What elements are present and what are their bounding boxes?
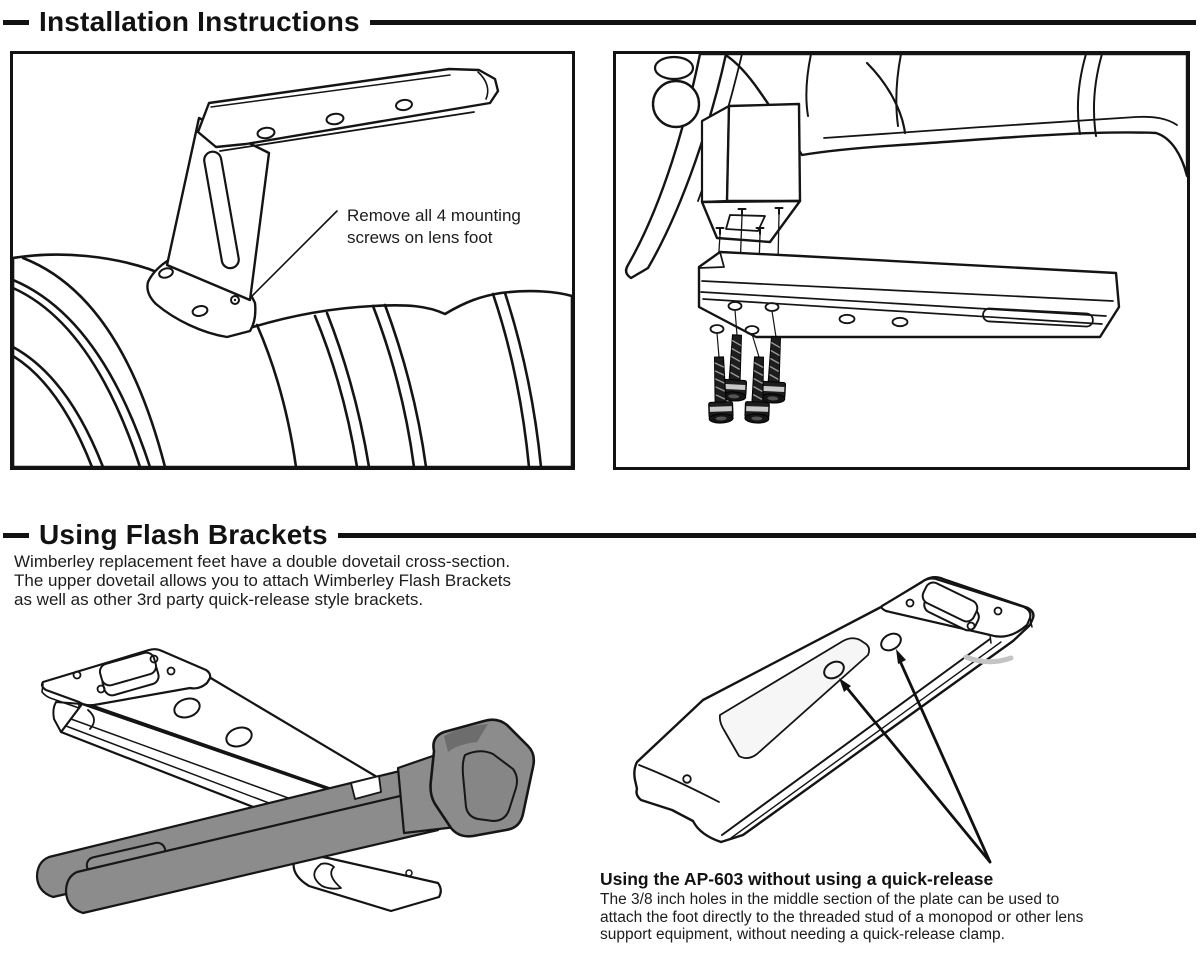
mounting-screw-center <box>234 299 236 301</box>
filter-knob <box>653 81 699 127</box>
annotation-line1: Remove all 4 mounting <box>347 206 521 225</box>
installation-title: Installation Instructions <box>39 6 360 37</box>
header-rule-dash <box>3 20 29 25</box>
flash-intro-line: as well as other 3rd party quick-release style brackets. <box>14 590 424 609</box>
lens-barrel <box>13 255 572 467</box>
ap603-plate-illustration <box>600 558 1200 870</box>
installation-step2-panel <box>613 51 1190 470</box>
flash-intro-line: The upper dovetail allows you to attach Wimberley Flash Brackets <box>14 571 512 590</box>
leader-line <box>251 211 337 297</box>
mount-block-side <box>702 106 729 202</box>
filter-knob-cap <box>655 57 693 79</box>
screw <box>761 336 788 403</box>
header-rule-line <box>338 533 1196 538</box>
flash-intro-line: Wimberley replacement feet have a double dovetail cross-section. <box>14 552 511 571</box>
mounting-screws <box>707 334 788 423</box>
jaw-hole <box>406 870 412 876</box>
installation-step1-panel <box>10 51 575 470</box>
ap603-note <box>600 869 1184 944</box>
lens-foot-illustration <box>13 54 572 467</box>
clamp-lower-jaw <box>294 857 441 911</box>
ap603-heading: Using the AP-603 without using a quick-release <box>600 869 994 889</box>
annotation-line2: screws on lens foot <box>347 228 493 247</box>
ap603-body-line: support equipment, without needing a quick-release clamp. <box>600 926 1005 943</box>
mount-block-bottom <box>702 201 800 242</box>
flash-intro <box>14 552 511 609</box>
ap603-body-line: The 3/8 inch holes in the middle section of the plate can be used to <box>600 891 1060 908</box>
section-header-installation <box>3 6 1196 38</box>
flash-title: Using Flash Brackets <box>39 519 328 550</box>
flash-bracket-illustration <box>10 620 590 968</box>
ap603-body <box>600 891 1184 944</box>
header-rule-dash <box>3 533 29 538</box>
mount-block-front <box>727 104 800 201</box>
ap603-body-line: attach the foot directly to the threaded stud of a monopod or other lens <box>600 908 1084 926</box>
section-header-flash <box>3 519 1196 551</box>
exploded-view-illustration <box>616 54 1187 467</box>
header-rule-line <box>370 20 1196 25</box>
callout-arrow-line <box>847 688 990 862</box>
foot-top-plate <box>198 69 498 147</box>
